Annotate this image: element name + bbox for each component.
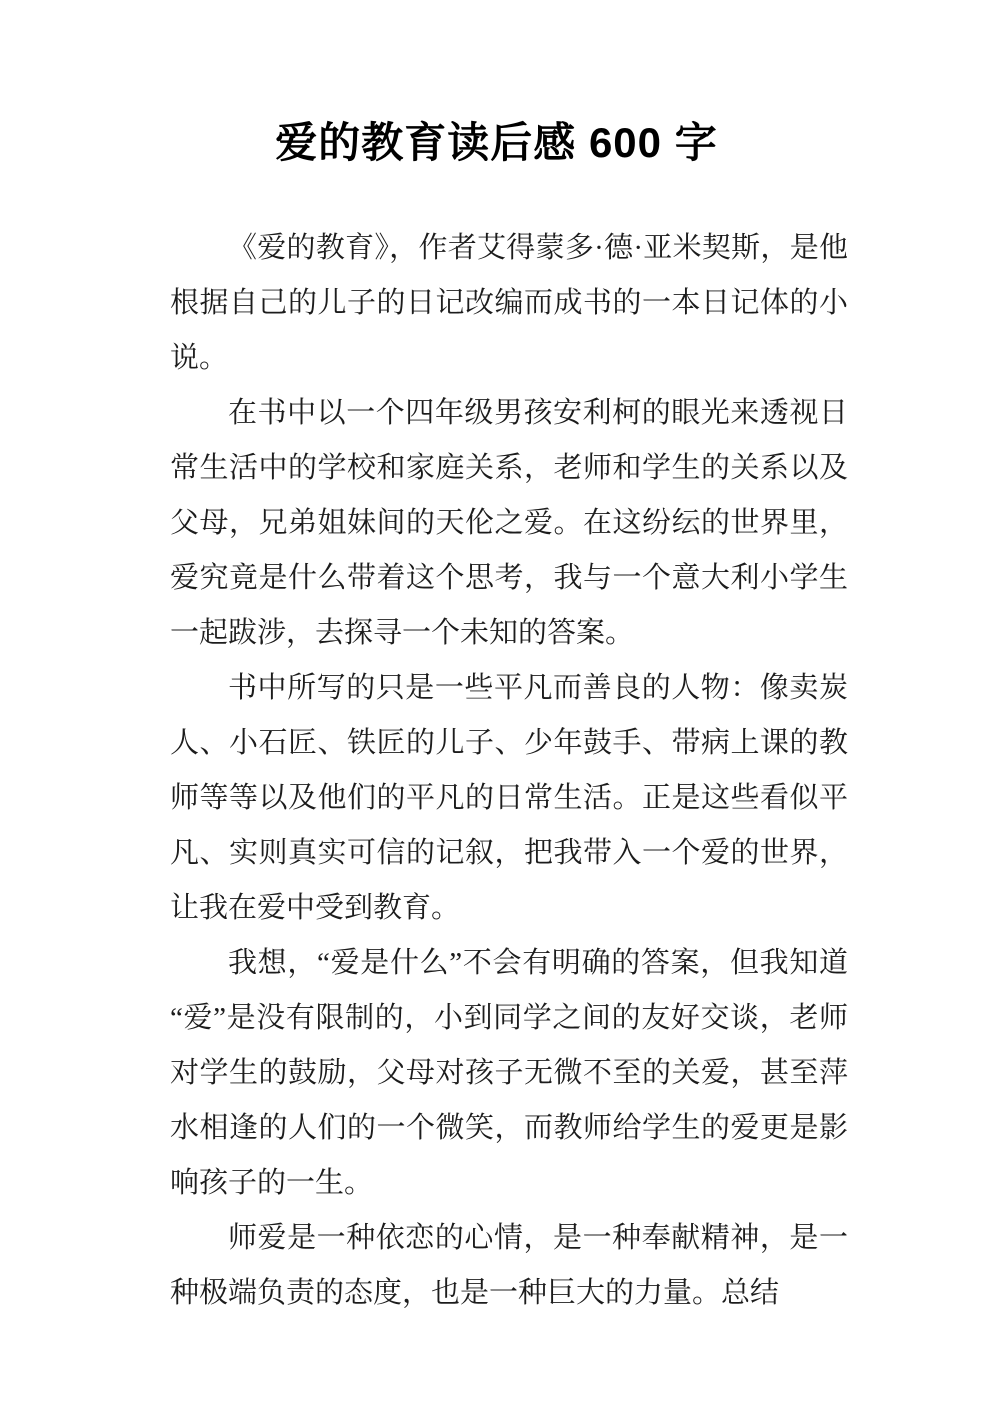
- document-body: [170, 221, 848, 1321]
- paragraph: 我想，“爱是什么”不会有明确的答案，但我知道“爱”是没有限制的，小到同学之间的友好交谈，老师对学生的鼓励，父母对孩子无微不至的关爱，甚至萍水相逢的人们的一个微笑，而教师给学生的爱更是影响孩子的一生。: [170, 946, 848, 1199]
- paragraph: 师爱是一种依恋的心情，是一种奉献精神，是一种极端负责的态度，也是一种巨大的力量。总结: [170, 1221, 848, 1309]
- paragraph: 书中所写的只是一些平凡而善良的人物：像卖炭人、小石匠、铁匠的儿子、少年鼓手、带病上课的教师等等以及他们的平凡的日常生活。正是这些看似平凡、实则真实可信的记叙，把我带入一个爱的世界，让我在爱中受到教育。: [170, 671, 848, 924]
- paragraph: 在书中以一个四年级男孩安利柯的眼光来透视日常生活中的学校和家庭关系，老师和学生的关系以及父母，兄弟姐妹间的天伦之爱。在这纷纭的世界里，爱究竟是什么带着这个思考，我与一个意大利小学生一起跋涉，去探寻一个未知的答案。: [170, 396, 848, 649]
- paragraph: 《爱的教育》，作者艾得蒙多·德·亚米契斯，是他根据自己的儿子的日记改编而成书的一本日记体的小说。: [170, 231, 848, 374]
- document-title: 爱的教育读后感 600 字: [275, 119, 718, 166]
